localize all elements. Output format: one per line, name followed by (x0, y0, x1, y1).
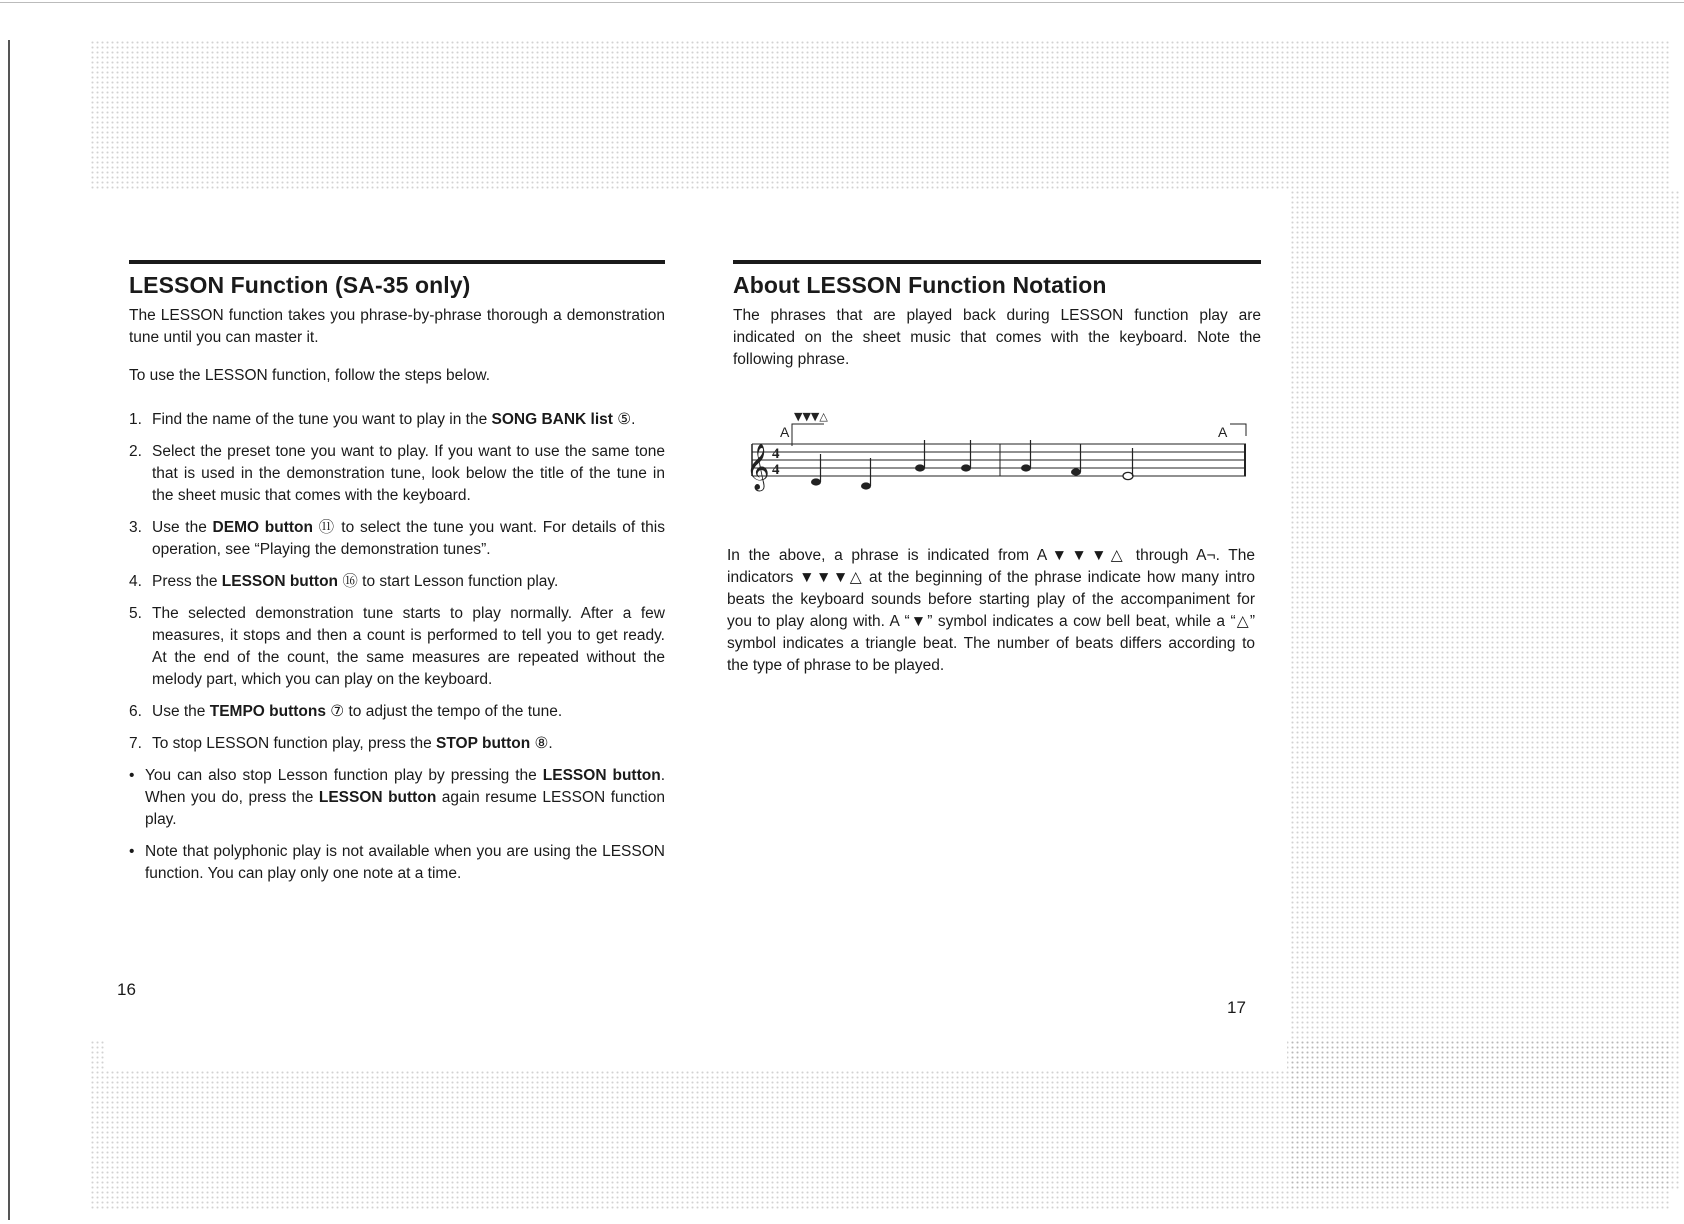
notation-title: About LESSON Function Notation (733, 272, 1107, 298)
step-item: 3. Use the DEMO button ⑪ to select the tune you want. For details of this operation, see “Playing the demonstration tunes”. (129, 519, 665, 558)
note (915, 440, 925, 472)
staff-lines (752, 444, 1246, 476)
right-column (733, 260, 1261, 387)
half-note (1123, 448, 1133, 480)
step-item: 2. Select the preset tone you want to play. If you want to use the same tone that is used in the demonstration tune, look below the title of the tune in the sheet music that comes with the keyboard. (129, 443, 665, 504)
notation-explanation: In the above, a phrase is indicated from A▼▼▼△ through A¬. The indicators ▼▼▼△ at the beginning of the phrase indicate how many intro beats the keyboard sounds before starting play of the accompaniment for you to play along with. A “▼” symbol indicates a cow bell beat, while a “△” symbol indicates a triangle beat. The number of beats differs according to the type of phrase to be played. (727, 547, 1255, 674)
time-signature-bottom: 4 (772, 462, 780, 478)
scan-top-edge (0, 2, 1684, 3)
note (961, 440, 971, 472)
scan-left-edge (8, 40, 10, 1220)
intro-beat-symbols: ▼▼▼△ (794, 410, 828, 423)
page-number-right: 17 (1227, 998, 1246, 1017)
lesson-steps (129, 409, 665, 755)
lesson-notes (129, 765, 665, 885)
phrase-end-bracket (1230, 424, 1246, 436)
note (861, 458, 871, 490)
step-item: 6. Use the TEMPO buttons ⑦ to adjust the tempo of the tune. (129, 703, 563, 720)
lesson-function-title: LESSON Function (SA-35 only) (129, 272, 471, 298)
page-number-left: 16 (117, 980, 136, 999)
note (811, 454, 821, 486)
note-item: • You can also stop Lesson function play by pressing the LESSON button. When you do, press the LESSON button again resume LESSON function play. (129, 767, 665, 828)
step-item: 4. Press the LESSON button ⑯ to start Lesson function play. (129, 573, 559, 590)
note (1021, 440, 1031, 472)
notation-explanation-block (727, 545, 1255, 693)
manual-spread (105, 200, 1287, 1070)
step-item: 5. The selected demonstration tune starts to play normally. After a few measures, it stops and then a count is performed to tell you to get ready. At the end of the count, the same measures are repeated without the melody part, which you can play on the keyboard. (129, 605, 665, 688)
step-item: 1. Find the name of the tune you want to play in the SONG BANK list ⑤. (129, 411, 636, 428)
treble-clef-icon: 𝄞 (746, 444, 770, 490)
lesson-intro: The LESSON function takes you phrase-by-phrase thorough a demonstration tune until you can master it. (129, 307, 665, 346)
phrase-start-bracket (792, 424, 824, 446)
left-column (129, 260, 665, 895)
notation-intro: The phrases that are played back during LESSON function play are indicated on the sheet music that comes with the keyboard. Note the following phrase. (733, 307, 1261, 368)
section-rule (733, 260, 1261, 264)
section-rule (129, 260, 665, 264)
step-item: 7. To stop LESSON function play, press the STOP button ⑧. (129, 735, 553, 752)
time-signature-top: 4 (772, 446, 780, 462)
phrase-start-mark: A (780, 424, 790, 440)
phrase-end-mark: A (1218, 424, 1228, 440)
scan-noise-top (90, 40, 1670, 190)
lesson-instruction: To use the LESSON function, follow the steps below. (129, 367, 491, 384)
note-item: • Note that polyphonic play is not available when you are using the LESSON function. You can play only one note at a time. (129, 843, 665, 882)
phrase-notation-figure (744, 402, 1252, 512)
